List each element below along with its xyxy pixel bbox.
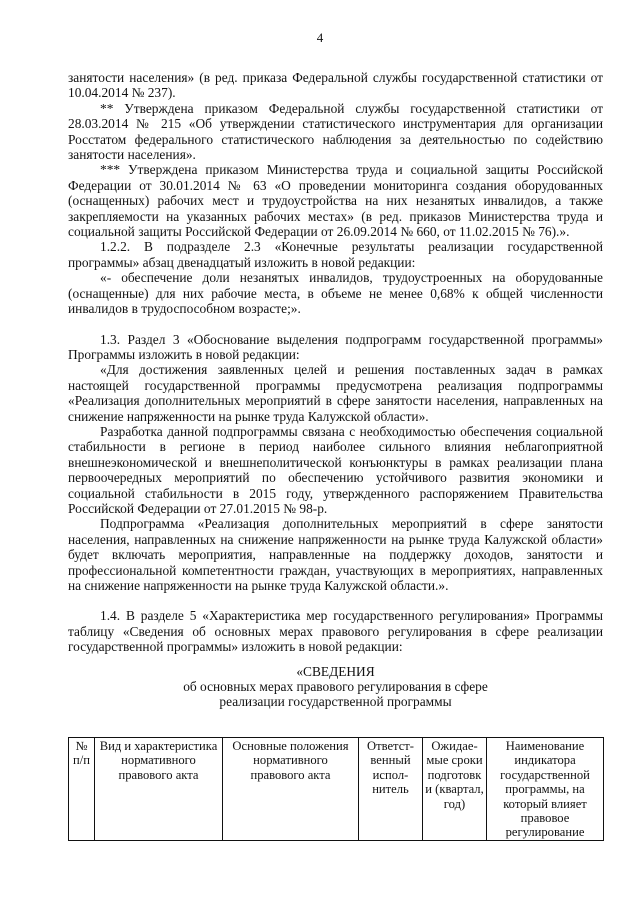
table-title-line-1: «СВЕДЕНИЯ (296, 663, 375, 679)
header-responsible-executor: Ответст-венный испол-нитель (359, 738, 423, 841)
header-act-type: Вид и характеристика нормативного правового акта (95, 738, 223, 841)
footnote-double-asterisk: ** Утверждена приказом Федеральной службы государственной статистики от 28.03.2014 № 215 «Об утверждении статистического инструментария для организации Росстатом федерального статистического наблюдения за деятельностью по содействию занятости населения». (68, 100, 603, 163)
paragraph-quoted-indicator: «- обеспечение доли незанятых инвалидов, трудоустроенных на оборудованные (оснащенные) для них рабочие места, в объеме не менее 0,68% к общей численности инвалидов в трудоспособном возрасте;». (68, 270, 603, 317)
paragraph-section3-intro: «Для достижения заявленных целей и решения поставленных задач в рамках настоящей государственной программы предусмотрена реализация подпрограммы «Реализация дополнительных мероприятий в сфере занятости населения, направленных на снижение напряженности на рынке труда Калужской области». (68, 362, 603, 424)
header-act-provisions: Основные положения нормативного правового акта (223, 738, 359, 841)
table-header-row (69, 738, 604, 841)
document-body (68, 70, 603, 710)
paragraph-section3-development: Разработка данной подпрограммы связана с необходимостью обеспечения социальной стабильности в регионе в период наиболее сильного влияния неблагоприятной внешнеэкономической и внешнеполитической конъюнктуры в рамках реализации плана первоочередных мероприятий по обеспечению устойчивого развития экономики и социальной стабильности в 2015 году, утвержденного распоряжением Правительства Российской Федерации от 27.01.2015 № 98-р. (68, 423, 603, 516)
paragraph-1-2-2: 1.2.2. В подразделе 2.3 «Конечные результаты реализации государственной программы» абзац двенадцатый изложить в новой редакции: (68, 239, 603, 270)
table-title-line-2: об основных мерах правового регулирования в сфере (183, 679, 488, 695)
header-number: № п/п (69, 738, 95, 841)
paragraph-1-3: 1.3. Раздел 3 «Обоснование выделения подпрограмм государственной программы» Программы изложить в новой редакции: (68, 331, 603, 362)
footnote-triple-asterisk: *** Утверждена приказом Министерства труда и социальной защиты Российской Федерации от 30.01.2014 № 63 «О проведении мониторинга создания оборудованных (оснащенных) рабочих мест и трудоустройства на них незанятых инвалидов, а также закрепляемости на указанных рабочих местах» (в ред. приказов Министерства труда и социальной защиты Российской Федерации от 26.09.2014 № 660, от 11.02.2015 № 76).». (68, 162, 603, 240)
header-indicator-name: Наименование индикатора государственной программы, на который влияет правовое регулирование (487, 738, 604, 841)
header-expected-terms: Ожидае-мые сроки подготовк и (квартал, год) (423, 738, 487, 841)
table-title (68, 664, 603, 710)
paragraph-continuation: занятости населения» (в ред. приказа Федеральной службы государственной статистики от 10.04.2014 № 237). (68, 70, 603, 101)
table-title-line-3: реализации государственной программы (219, 694, 452, 710)
legal-measures-table (68, 737, 604, 841)
paragraph-1-4: 1.4. В разделе 5 «Характеристика мер государственного регулирования» Программы таблицу «Сведения об основных мерах правового регулирования в сфере реализации государственной программы» изложить в новой редакции: (68, 608, 603, 655)
paragraph-section3-subprogram: Подпрограмма «Реализация дополнительных мероприятий в сфере занятости населения, направленных на снижение напряженности на рынке труда Калужской области» будет включать мероприятия, направленные на поддержку доходов, занятости и профессиональной компетентности граждан, участвующих в мероприятиях, направленных на снижение напряженности на рынке труда Калужской области.». (68, 516, 603, 593)
page-number: 4 (316, 30, 324, 45)
